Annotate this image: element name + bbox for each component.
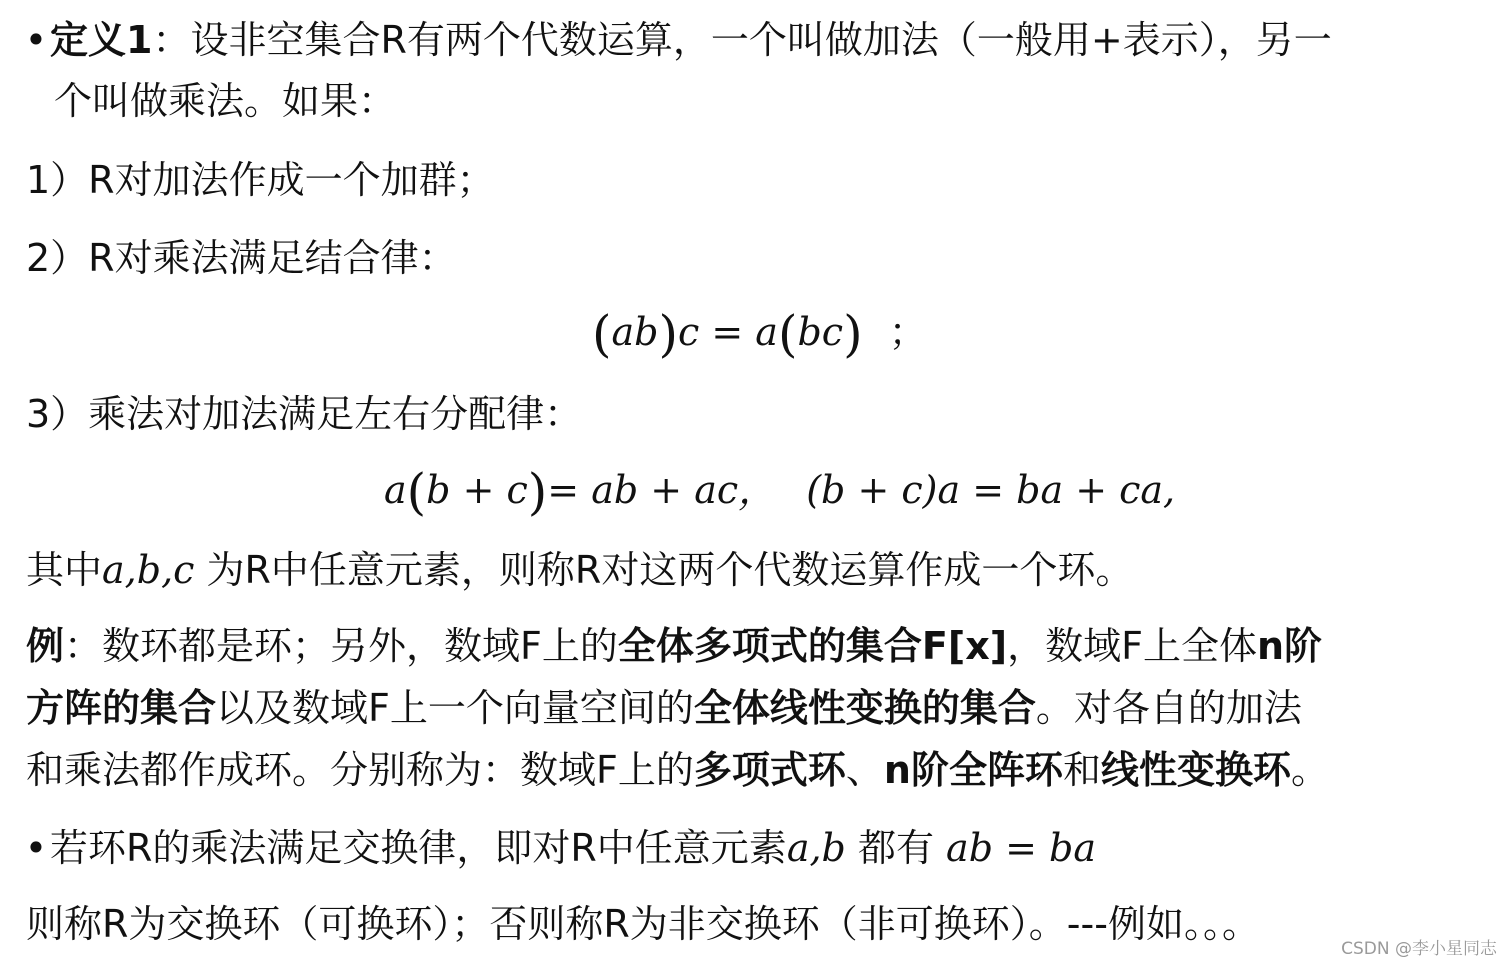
formula-term: c = a [678, 310, 778, 354]
example-colon: ： [64, 624, 103, 668]
example-bold-text: 全体线性变换的集合 [693, 686, 1036, 730]
example-bold-text: 全体多项式的集合F[x] [617, 624, 1008, 668]
formula-term: a [384, 468, 407, 512]
example-text: 。对各自的加法 [1035, 686, 1302, 730]
csdn-watermark: CSDN @李小星同志 [1341, 939, 1497, 959]
example-text: 、 [845, 748, 884, 792]
commutative-text: 都有 [845, 826, 947, 870]
example-line-1 [26, 622, 1322, 670]
condition-2 [26, 234, 457, 282]
example-text: 和 [1062, 748, 1101, 792]
formula-term: ab [611, 310, 659, 354]
condition-3 [26, 390, 582, 438]
example-line-2 [26, 684, 1302, 732]
example-bold-text: 方阵的集合 [26, 686, 217, 730]
definition-line-1 [22, 16, 1332, 64]
formula-semicolon: ； [888, 310, 927, 354]
formula-paren: ( [406, 463, 427, 521]
example-text: ，数域F上全体 [1007, 624, 1257, 668]
distributive-formula [384, 463, 1176, 521]
formula-paren: ( [777, 305, 798, 363]
condition-2-text: 2）R对乘法满足结合律： [26, 236, 457, 280]
ring-definition-conclusion [26, 546, 1133, 594]
example-bold-text: 多项式环 [693, 748, 846, 792]
formula-paren: ) [658, 305, 679, 363]
commutative-text: 若环R的乘法满足交换律，即对R中任意元素 [50, 826, 787, 870]
conclusion-text: 为R中任意元素，则称R对这两个代数运算作成一个环。 [194, 548, 1134, 592]
condition-1-text: 1）R对加法作成一个加群； [26, 158, 495, 202]
example-text: 和乘法都作成环。分别称为：数域F上的 [26, 748, 694, 792]
example-bold-text: n阶全阵环 [883, 748, 1063, 792]
commutative-line [22, 824, 1096, 872]
formula-term: (b + c)a = ba + ca, [806, 468, 1176, 512]
formula-term: bc [797, 310, 844, 354]
associativity-formula [592, 305, 927, 363]
conclusion-vars: a,b,c [102, 548, 195, 592]
example-line-3 [26, 746, 1329, 794]
definition-line-2 [54, 77, 396, 125]
condition-3-text: 3）乘法对加法满足左右分配律： [26, 392, 583, 436]
formula-paren: ( [592, 305, 612, 363]
commutative-conclusion-text: 则称R为交换环（可换环）；否则称R为非交换环（非可换环）。---例如。。。 [26, 902, 1260, 946]
commutative-conclusion [26, 900, 1260, 948]
condition-1 [26, 156, 495, 204]
example-bold-text: n阶 [1256, 624, 1323, 668]
example-label: 例 [26, 624, 65, 668]
formula-paren: ) [843, 305, 863, 363]
formula-term: b + c [426, 468, 528, 512]
formula-paren: ) [527, 463, 548, 521]
example-bold-text: 线性变换环 [1100, 748, 1291, 792]
definition-text-2: 个叫做乘法。如果： [54, 79, 397, 123]
definition-text-1: 设非空集合R有两个代数运算，一个叫做加法（一般用+表示），另一 [190, 18, 1332, 62]
definition-label: 定义1 [50, 18, 153, 62]
example-text: 数环都是环；另外，数域F上的 [102, 624, 618, 668]
example-text: 。 [1290, 748, 1329, 792]
conclusion-text: 其中 [26, 548, 103, 592]
bullet-icon: • [24, 826, 48, 870]
example-text: 以及数域F上一个向量空间的 [216, 686, 694, 730]
commutative-vars: a,b [786, 826, 846, 870]
definition-colon: ： [152, 18, 191, 62]
commutative-formula: ab = ba [946, 826, 1097, 870]
bullet-icon: • [24, 18, 48, 62]
formula-term: = ab + ac， [547, 468, 777, 512]
